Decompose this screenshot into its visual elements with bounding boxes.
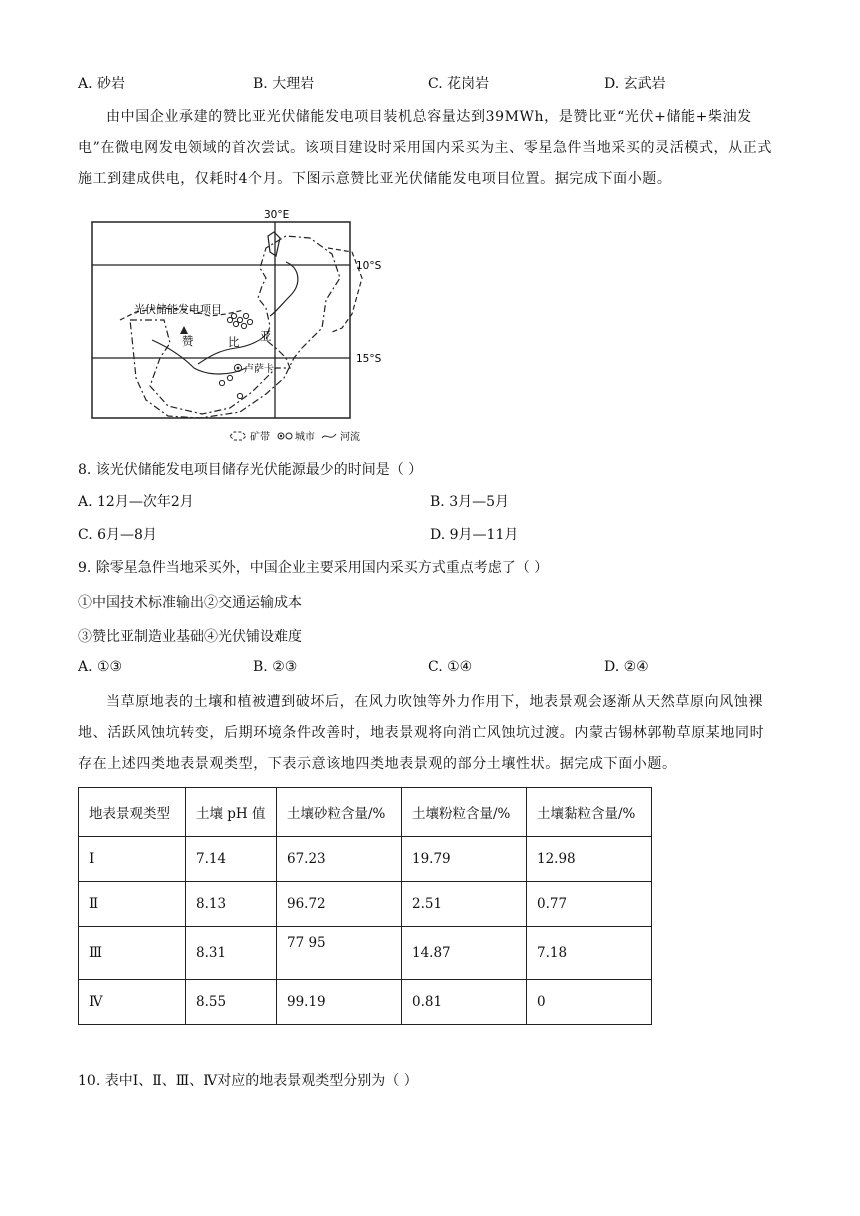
table-row [79,927,652,980]
lat2-label: 15°S [356,353,382,365]
legend-river-label: 河流 [340,432,360,443]
table-cell: 0.77 [527,882,652,927]
table-cell: 77 95 [277,927,402,980]
q9-option-c[interactable]: C. ①④ [428,659,473,675]
table-cell: 7.18 [527,927,652,980]
table-cell: 99.19 [277,980,402,1025]
table-cell: Ⅰ [79,837,186,882]
table-header: 地表景观类型 [79,788,186,837]
map-figure [90,208,446,446]
q9-line-2: ③赞比亚制造业基础④光伏铺设难度 [78,629,302,645]
table-cell: Ⅱ [79,882,186,927]
table-cell: Ⅳ [79,980,186,1025]
table-cell: 0 [527,980,652,1025]
city-cluster [219,313,252,398]
table-cell: 8.31 [186,927,277,980]
project-triangle-icon [180,326,188,334]
lon-label: 30°E [264,209,290,221]
country-char-3: 亚 [260,329,272,343]
q7-option-d[interactable]: D. 玄武岩 [604,76,666,92]
project-label: 光伏储能发电项目 [134,303,222,316]
q8-stem: 8. 该光伏储能发电项目储存光伏能源最少的时间是（ ） [78,462,423,478]
city-label: 卢萨卡 [244,364,274,375]
q7-option-b[interactable]: B. 大理岩 [253,76,315,92]
table-header: 土壤 pH 值 [186,788,277,837]
country-char-1: 赞 [182,334,194,348]
country-char-2: 比 [228,335,240,349]
q9-option-d[interactable]: D. ②④ [604,659,649,675]
q7-option-a[interactable]: A. 砂岩 [78,76,126,92]
table-cell: 0.81 [402,980,527,1025]
country-border [130,236,340,418]
legend-mine-label: 矿带 [250,432,270,443]
table-cell: 12.98 [527,837,652,882]
q9-line-1: ①中国技术标准输出②交通运输成本 [78,595,302,611]
table-cell: Ⅲ [79,927,186,980]
q7-option-c[interactable]: C. 花岗岩 [428,76,490,92]
table-header: 土壤黏粒含量/% [527,788,652,837]
table-cell: 8.13 [186,882,277,927]
intro-paragraph-grassland: 当草原地表的土壤和植被遭到破坏后，在风力吹蚀等外力作用下，地表景观会逐渐从天然草原向风蚀裸地、活跃风蚀坑转变，后期环境条件改善时，地表景观将向消亡风蚀坑过渡。内蒙古锡林郭勒草原某地同时存在上述四类地表景观类型，下表示意该地四类地表景观的部分土壤性状。据完成下面小题。 [78,694,765,772]
table-row [79,882,652,927]
table-header: 土壤粉粒含量/% [402,788,527,837]
table-cell: 96.72 [277,882,402,927]
q9-option-b[interactable]: B. ②③ [253,659,298,675]
river-legend-icon [322,434,336,438]
q9-option-a[interactable]: A. ①③ [78,659,123,675]
lat1-label: 10°S [356,260,382,272]
mine-legend-icon [230,432,246,440]
q8-option-a[interactable]: A. 12月—次年2月 [78,494,194,510]
table-cell: 7.14 [186,837,277,882]
table-cell: 67.23 [277,837,402,882]
q8-option-d[interactable]: D. 9月—11月 [430,527,519,543]
q9-stem: 9. 除零星急件当地采买外，中国企业主要采用国内采买方式重点考虑了（ ） [78,560,549,576]
table-cell: 2.51 [402,882,527,927]
table-cell: 19.79 [402,837,527,882]
intro-paragraph-zambia: 由中国企业承建的赞比亚光伏储能发电项目装机总容量达到39MWh，是赞比亚“光伏+储能+柴油发电”在微电网发电领域的首次尝试。该项目建设时采用国内采买为主、零星急件当地采买的灵活模式，从正式施工到建成供电，仅耗时4个月。下图示意赞比亚光伏储能发电项目位置。据完成下面小题。 [78,109,772,187]
table-header-row [79,788,652,837]
table-row [79,837,652,882]
city-legend-icon [286,433,292,439]
table-cell: 8.55 [186,980,277,1025]
table-row [79,980,652,1025]
soil-table [78,787,652,1025]
lake-tanganyika [268,232,280,256]
map-legend [230,430,360,443]
table-header: 土壤砂粒含量/% [277,788,402,837]
river-1 [270,262,298,316]
table-cell: 14.87 [402,927,527,980]
q8-option-c[interactable]: C. 6月—8月 [78,527,157,543]
q10-stem: 10. 表中Ⅰ、Ⅱ、Ⅲ、Ⅳ对应的地表景观类型分别为（ ） [78,1073,418,1089]
zambia-map [90,208,446,446]
q8-option-b[interactable]: B. 3月—5月 [430,494,510,510]
legend-city-label: 城市 [295,432,315,443]
